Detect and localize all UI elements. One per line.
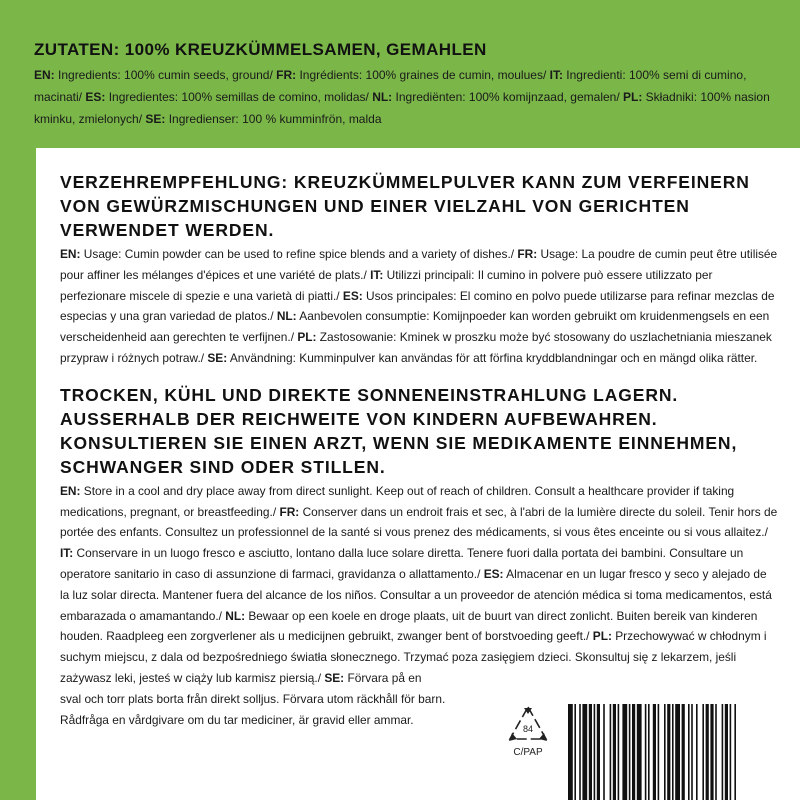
barcode-bar <box>597 704 600 800</box>
barcode-bar <box>691 704 693 800</box>
barcode-bar <box>645 704 647 800</box>
barcode-bar <box>664 704 666 800</box>
recycle-label: C/PAP <box>513 747 543 758</box>
seg: FR: Ingrédients: 100% graines de cumin, moulues/ <box>276 68 550 82</box>
barcode-bar <box>725 704 728 800</box>
seg-se: SE: Förvara på en <box>324 670 422 685</box>
se-line: Rådfråga en vårdgivare om du tar mediciner, är gravid eller ammar. <box>60 712 414 727</box>
ingredients-heading: ZUTATEN: 100% KREUZKÜMMELSAMEN, GEMAHLEN <box>34 40 487 59</box>
barcode-bar <box>734 704 736 800</box>
barcode-bar <box>603 704 605 800</box>
seg: EN: Ingredients: 100% cumin seeds, ground/ <box>34 68 277 82</box>
barcode-bar <box>715 704 717 800</box>
barcode-bar <box>706 704 709 800</box>
barcode-bar <box>594 704 596 800</box>
ingredients-section <box>0 0 800 150</box>
recycle-code: 84 <box>522 724 534 734</box>
seg: PL: Składniki: 100% nasion kminku, zmielonych/ <box>34 90 770 126</box>
seg: PL: Przechowywać w chłodnym i suchym miejscu, z dala od bezpośredniego światła słonecznego. Trzymać poza zasięgiem dzieci. Skonsultuj się z lekarzem, jeśli zażywasz leki, jesteś w ciąży lub karmisz piersią./ <box>60 629 767 685</box>
barcode-bar <box>696 704 698 800</box>
barcode-bar <box>622 704 627 800</box>
barcode-bar <box>730 704 732 800</box>
barcode-bar <box>722 704 724 800</box>
seg: IT: Conservare in un luogo fresco e asciutto, lontano dalla luce solare diretta. Tenere fuori dalla portata dei bambini. Consultare un operatore sanitario in caso di assunzione di farmaci, gravidanza o allattamento./ <box>60 546 744 581</box>
barcode-bar <box>618 704 620 800</box>
barcode-bar <box>682 704 685 800</box>
barcode-bar <box>568 704 573 800</box>
barcode-bar <box>613 704 616 800</box>
barcode-bar <box>632 704 635 800</box>
barcode-bar <box>658 704 660 800</box>
usage-translations <box>60 244 778 369</box>
seg: FR: Conserver dans un endroit frais et sec, à l'abri de la lumière directe du soleil. Tenir hors de portée des enfants. Consultez un professionnel de la santé si vous prenez des médicaments, si vous êtes enceinte ou si vous allaitez./ <box>60 504 778 540</box>
barcode-bar <box>589 704 592 800</box>
storage-se-continued <box>60 689 476 731</box>
recycle-icon <box>506 704 550 744</box>
seg: ES: Ingredientes: 100% semillas de comino, molidas/ <box>85 90 373 104</box>
se-line: sval och torr plats borta från direkt solljus. Förvara utom räckhåll för barn. <box>60 691 446 706</box>
seg: EN: Usage: Cumin powder can be used to refine spice blends and a variety of dishes./ <box>60 247 518 261</box>
barcode-bar <box>672 704 674 800</box>
barcode-bar <box>582 704 587 800</box>
barcode-bar <box>710 704 713 800</box>
barcode <box>568 704 800 800</box>
barcode-bar <box>688 704 690 800</box>
barcode-bar <box>702 704 704 800</box>
barcode-bar <box>574 704 576 800</box>
recycling-symbol <box>496 704 560 784</box>
seg: SE: Ingredienser: 100 % kumminfrön, malda <box>145 112 382 126</box>
seg: NL: Ingrediënten: 100% komijnzaad, gemalen/ <box>372 90 623 104</box>
barcode-bar <box>648 704 650 800</box>
seg: IT: Ingredienti: 100% semi di cumino, macinati/ <box>34 68 747 104</box>
storage-heading: TROCKEN, KÜHL UND DIREKTE SONNENEINSTRAHLUNG LAGERN. AUSSERHALB DER REICHWEITE VON KINDERN AUFBEWAHREN. KONSULTIEREN SIE EINEN ARZT, WENN SIE MEDIKAMENTE EINNEHMEN, SCHWANGER SIND ODER STILLEN. <box>60 384 738 477</box>
barcode-bar <box>637 704 642 800</box>
barcode-bar <box>579 704 581 800</box>
seg: SE: Användning: Kumminpulver kan användas för att förfina kryddblandningar och en mängd olika rätter. <box>207 350 758 365</box>
barcode-bar <box>629 704 631 800</box>
seg: FR: Usage: La poudre de cumin peut être utilisée pour affiner les mélanges d'épices et une variété de plats./ <box>60 247 778 282</box>
ingredients-translations <box>34 64 774 130</box>
storage-translations <box>60 481 778 689</box>
barcode-bar <box>675 704 680 800</box>
barcode-bar <box>653 704 656 800</box>
barcode-bar <box>667 704 670 800</box>
seg: IT: Utilizzi principali: Il cumino in polvere può essere utilizzato per perfezionare miscele di spezie e una varietà di piatti./ <box>60 267 713 303</box>
seg: ES: Usos principales: El comino en polvo puede utilizarse para refinar mezclas de especias y una gran variedad de platos./ <box>60 288 775 324</box>
seg: NL: Bewaar op een koele en droge plaats, uit de buurt van direct zonlicht. Buiten bereik van kinderen houden. Raadpleeg een zorgverlener als u medicijnen gebruikt, zwanger bent of borstvoeding geeft./ <box>60 608 758 644</box>
usage-heading: VERZEHREMPFEHLUNG: KREUZKÜMMELPULVER KANN ZUM VERFEINERN VON GEWÜRZMISCHUNGEN UND EINER VIELZAHL VON GERICHTEN VERWENDET WERDEN. <box>60 172 750 240</box>
seg: ES: Almacenar en un lugar fresco y seco y alejado de la luz solar directa. Mantener fuera del alcance de los niños. Consultar a un proveedor de atención médica si toma medicamentos, está embarazada o amamantando./ <box>60 566 772 623</box>
storage-section <box>60 383 778 731</box>
barcode-bar <box>610 704 612 800</box>
usage-section <box>60 170 778 369</box>
seg: PL: Zastosowanie: Kminek w proszku może być stosowany do uszlachetniania mieszanek przypraw i różnych potraw./ <box>60 330 772 365</box>
seg: EN: Store in a cool and dry place away from direct sunlight. Keep out of reach of children. Consult a healthcare provider if taking medications, pregnant, or breastfeeding./ <box>60 483 735 519</box>
seg: NL: Aanbevolen consumptie: Komijnpoeder kan worden gebruikt om kruidenmengsels en een verscheidenheid aan gerechten te verfijnen./ <box>60 309 770 345</box>
label-panel <box>36 148 800 800</box>
